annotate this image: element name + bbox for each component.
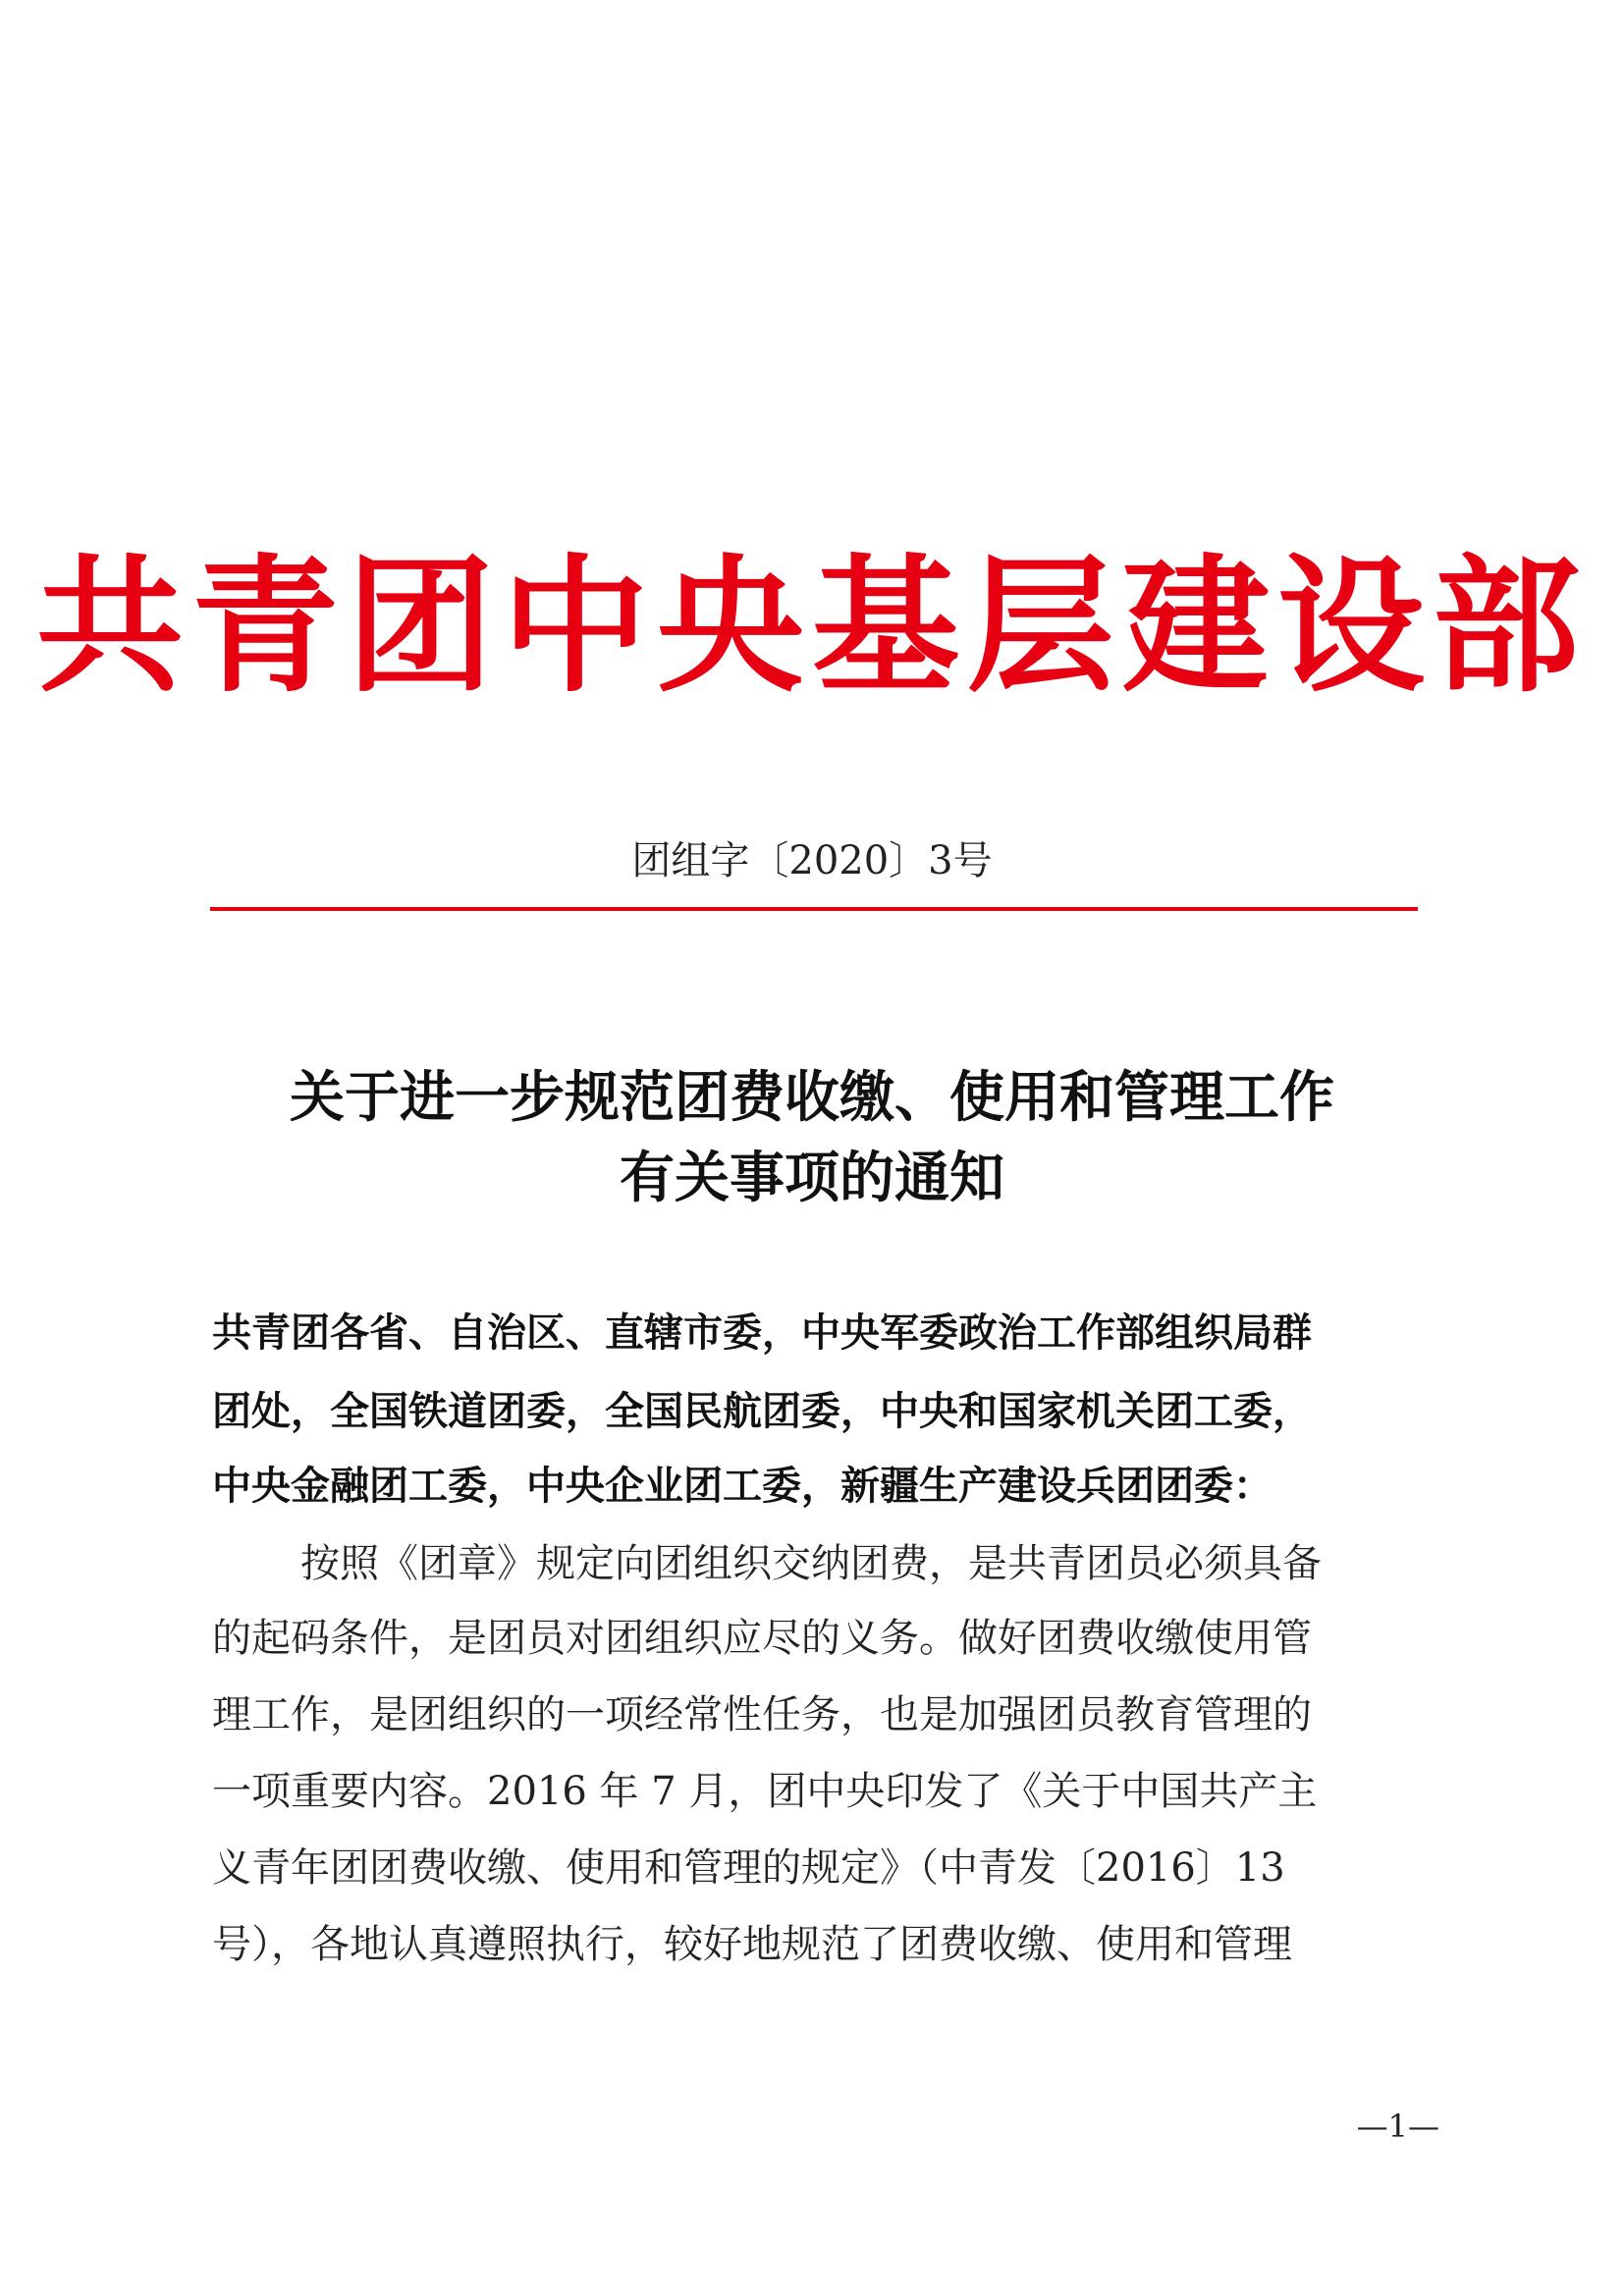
body-line-3: 理工作，是团组织的一项经常性任务，也是加强团员教育管理的 (212, 1692, 1312, 1737)
body-line-2: 的起码条件，是团员对团组织应尽的义务。做好团费收缴使用管 (212, 1616, 1312, 1661)
body-line-6: 号），各地认真遵照执行，较好地规范了团费收缴、使用和管理 (212, 1922, 1292, 1967)
body-line-5: 义青年团团费收缴、使用和管理的规定》（中青发〔2016〕13 (212, 1845, 1285, 1891)
addressee-line-1: 共青团各省、自治区、直辖市委，中央军委政治工作部组织局群 (212, 1310, 1312, 1356)
body-line-4: 一项重要内容。2016 年 7 月，团中央印发了《关于中国共产主 (212, 1769, 1318, 1814)
page-number: —1— (1356, 2108, 1439, 2145)
red-divider-rule (210, 907, 1418, 911)
document-title-line-1: 关于进一步规范团费收缴、使用和管理工作 (290, 1065, 1334, 1130)
issuing-organization-header: 共青团中央基层建设部 (35, 540, 1588, 713)
addressee-line-3: 中央金融团工委，中央企业团工委，新疆生产建设兵团团委： (212, 1464, 1272, 1509)
body-line-1: 按照《团章》规定向团组织交纳团费，是共青团员必须具备 (300, 1541, 1322, 1586)
document-number: 团组字〔2020〕3号 (631, 838, 993, 883)
addressee-line-2: 团处，全国铁道团委，全国民航团委，中央和国家机关团工委， (212, 1389, 1312, 1434)
document-title-line-2: 有关事项的通知 (620, 1146, 1004, 1210)
